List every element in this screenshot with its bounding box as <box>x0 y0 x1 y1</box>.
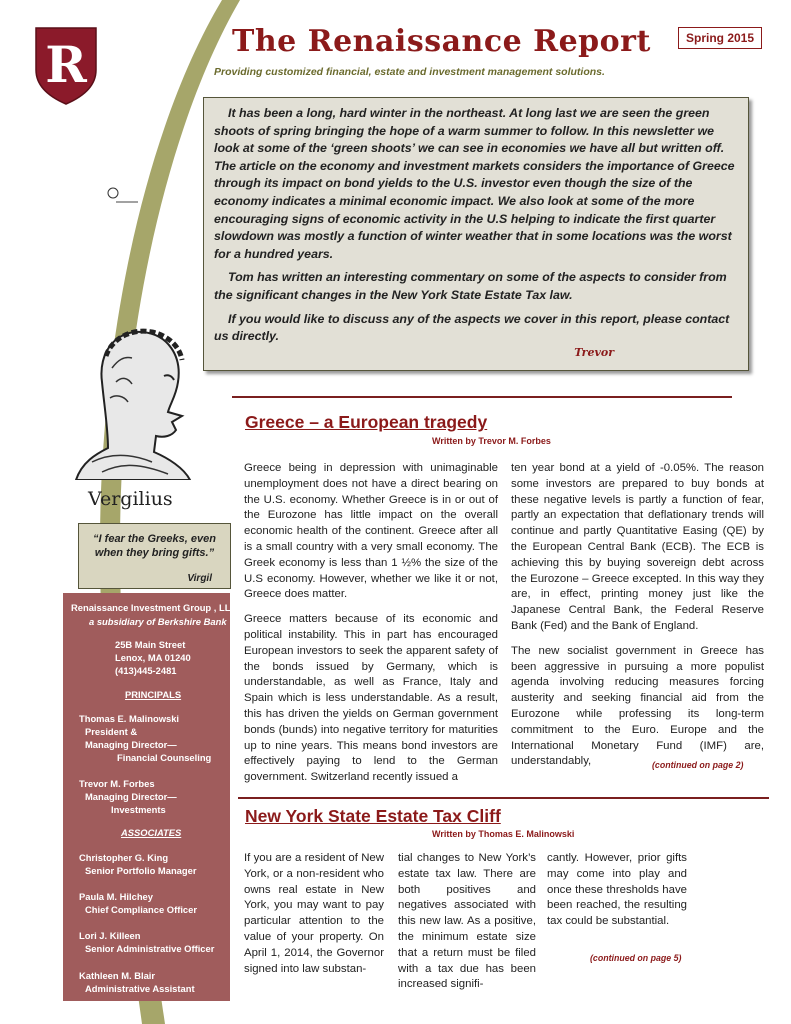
continued-note: (continued on page 2) <box>652 760 744 770</box>
quote-author: Virgil <box>187 573 212 584</box>
firm-name: Renaissance Investment Group , LLC <box>71 602 238 613</box>
associate-title: Chief Compliance Officer <box>85 904 198 915</box>
section-divider <box>238 797 769 799</box>
newsletter-title: The Renaissance Report <box>232 24 651 59</box>
firm-subsidiary: a subsidiary of Berkshire Bank <box>89 616 227 627</box>
principal-title: Managing Director— <box>85 739 177 750</box>
article-column: tial changes to New York’s estate tax law. There are both positives and negatives associated with this new law. As a positive, the minimum estate size that a return must be filed with a tax due has been increased signifi- <box>398 852 536 991</box>
associate-name: Christopher G. King <box>79 852 169 863</box>
associate-title: Senior Portfolio Manager <box>85 865 197 876</box>
intro-paragraph: Tom has written an interesting commentary on some of the aspects to consider from the significant changes in the New York State Estate Tax law. <box>214 270 727 302</box>
intro-paragraph: If you would like to discuss any of the aspects we cover in this report, please contact us directly. <box>214 311 730 344</box>
article-column: If you are a resident of New York, or a non-resident who owns real estate in New York, you may want to pay particular attention to the value of your property. On April 1, 2014, the Governor signed into law substan- <box>244 852 384 975</box>
continued-note: (continued on page 5) <box>590 953 682 963</box>
logo-letter: R <box>45 35 87 94</box>
bust-caption: Vergilius <box>88 488 173 510</box>
tagline: Providing customized financial, estate and investment management solutions. <box>214 66 605 78</box>
article-column: cantly. However, prior gifts may come into play and once these thresholds have been reached, the resulting tax could be substantial. <box>547 852 687 928</box>
article-column <box>511 461 764 779</box>
article-paragraph: The new socialist government in Greece has been aggressive in pursuing a more populist agenda involving reducing measures forcing austerity and seeking financial aid from the Eurozone while professing its long-term commitment to the Euro. Europe and the International Monetary Fund (IMF) are, understandably, <box>511 644 764 768</box>
associates-heading: ASSOCIATES <box>121 827 182 838</box>
firm-contact-box <box>63 593 238 1001</box>
principal-title: Investments <box>111 804 166 815</box>
principals-heading: PRINCIPALS <box>125 689 182 700</box>
article-paragraph: Greece matters because of its economic and political instability. This in part has encouraged European investors to seek the apparent safety of the bonds issued by Germany, which is understandable, as well as France, Italy and Spain which is less understandable. As a result, this has driven the yields on German government bonds (bunds) into negative territory for maturities up to nine years. This means bond investors are effectively paying to lend to the German government. Switzerland recently issued a <box>244 613 498 784</box>
intro-letter <box>203 97 749 371</box>
vergilius-bust-illustration <box>72 312 192 480</box>
principal-name: Thomas E. Malinowski <box>79 713 180 724</box>
firm-address-line: Lenox, MA 01240 <box>115 652 191 663</box>
associate-title: Administrative Assistant <box>85 983 195 994</box>
firm-address-line: 25B Main Street <box>115 639 186 650</box>
section-divider <box>232 396 732 398</box>
article-headline: New York State Estate Tax Cliff <box>245 806 501 826</box>
article-paragraph: ten year bond at a yield of -0.05%. The reason some investors are prepared to buy bonds at these negative levels is partly a function of fear, partly an expectation that deflationary trends will continue and partly Quantitative Easing (QE) by the European Central Bank (ECB). The ECB is achieving this by buying sovereign debt across the Eurozone – Greece excepted. In this way they are, in effect, printing money just like the Japanese Central Bank, the Federal Reserve Bank (Fed) and the Bank of England. <box>511 462 764 632</box>
article-paragraph: Greece being in depression with unimaginable unemployment does not have a direct bearing on the U.S. economy. Whether Greece is in or out of the Eurozone has little impact on the overall economic health of the continent. Greece after all is a small country with a very small economy. The Greek economy is less than 1 ½% the size of the U.S economy. However, whether we like it or not, Greece does matter. <box>244 462 498 601</box>
principal-title: Financial Counseling <box>117 752 212 763</box>
article-headline: Greece – a European tragedy <box>245 412 488 432</box>
issue-season-badge: Spring 2015 <box>678 27 762 49</box>
article-byline: Written by Thomas E. Malinowski <box>432 829 575 839</box>
quote-text: “I fear the Greeks, even when they bring gifts.” <box>93 533 216 559</box>
associate-name: Kathleen M. Blair <box>79 970 156 981</box>
associate-name: Lori J. Killeen <box>79 930 141 941</box>
quote-box <box>78 523 231 589</box>
article-column <box>244 461 498 795</box>
logo <box>30 22 102 106</box>
associate-name: Paula M. Hilchey <box>79 891 153 902</box>
principal-title: Managing Director— <box>85 791 177 802</box>
associate-title: Senior Administrative Officer <box>85 943 215 954</box>
intro-signature: Trevor <box>574 346 614 360</box>
firm-phone: (413)445-2481 <box>115 665 177 676</box>
intro-paragraph: It has been a long, hard winter in the northeast. At long last we are seen the green shoots of spring bringing the hope of a warm summer to follow. In this newsletter we look at some of the ‘green shoots’ we can see in economies we have all but written off. The article on the economy and investment markets considers the importance of Greece through its impact on bond yields to the U.S. investor even though the size of the economy indicates a minimal economic impact. We also look at some of the more encouraging signs of economic activity in the U.S helping to indicate the first quarter slowdown was mostly a function of winter weather that in some locations was the worst for a hundred years. <box>214 106 735 261</box>
article-byline: Written by Trevor M. Forbes <box>432 436 551 446</box>
pin-icon <box>106 186 140 208</box>
principal-title: President & <box>85 726 138 737</box>
principal-name: Trevor M. Forbes <box>79 778 155 789</box>
